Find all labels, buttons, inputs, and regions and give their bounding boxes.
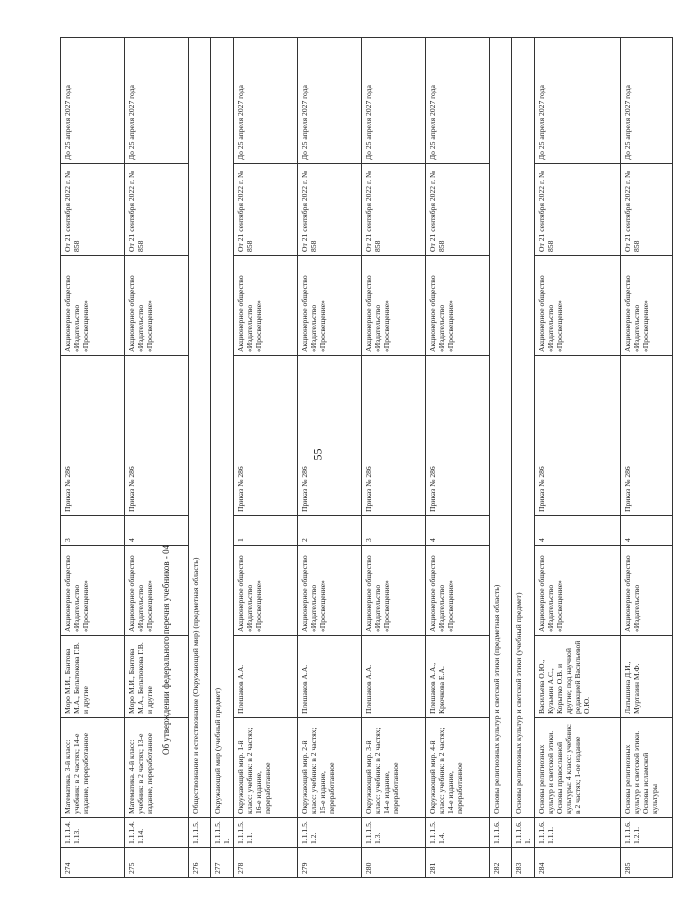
date-cell: От 21 сентября 2022 г. № 858 [621, 164, 673, 256]
table-row [234, 38, 298, 878]
grade-cell: 2 [298, 516, 362, 546]
textbook-title-cell: Окружающий мир. 3-й класс: учебник: в 2 частях; 14-е издание, переработанное [362, 718, 426, 818]
table-row [211, 38, 234, 878]
table-row [490, 38, 512, 878]
date-cell: От 21 сентября 2022 г. № 858 [125, 164, 189, 256]
row-code-cell: 1.1.1.6.1.1.1. [535, 818, 621, 848]
grade-cell: 3 [362, 516, 426, 546]
row-number-cell: 274 [61, 848, 125, 878]
until-cell: До 25 апреля 2027 года [621, 38, 673, 164]
row-code-cell: 1.1.1.4.1.13. [61, 818, 125, 848]
until-cell: До 25 апреля 2027 года [298, 38, 362, 164]
table-row [621, 38, 673, 878]
textbook-title-cell: Окружающий мир. 4-й класс: учебник: в 2 частях; 14-е издание, переработанное [426, 718, 490, 818]
row-code-cell: 1.1.1.5.1.1. [234, 818, 298, 848]
date-cell: От 21 сентября 2022 г. № 858 [535, 164, 621, 256]
section-title-cell: Основы религиозных культур и светской этики (предметная область) [490, 38, 512, 818]
publisher-cell: Акционерное общество «Издательство [621, 546, 673, 636]
authors-cell: Моро М.И., Бантова М.А., Бельтюкова Г.В. и другие [125, 636, 189, 718]
row-code-cell: 1.1.1.6. [490, 818, 512, 848]
order-cell: Приказ № 286 [298, 356, 362, 516]
row-number-cell: 276 [189, 848, 211, 878]
authors-cell: Плешаков А.А. [362, 636, 426, 718]
textbook-title-cell: Окружающий мир. 2-й класс: учебник: в 2 частях; 15-е издание, переработанное [298, 718, 362, 818]
order-cell: Приказ № 286 [234, 356, 298, 516]
section-title-cell: Основы религиозных культур и светской этики (учебный предмет) [512, 38, 535, 818]
row-number-cell: 282 [490, 848, 512, 878]
row-code-cell: 1.1.1.5. [189, 818, 211, 848]
row-number-cell: 284 [535, 848, 621, 878]
date-cell: От 21 сентября 2022 г. № 858 [362, 164, 426, 256]
textbook-title-cell: Основы религиозных культур и светской этики. Основы православной культуры: 4 класс: учебник: в 2 частях; 1-ое издание [535, 718, 621, 818]
row-number-cell: 275 [125, 848, 189, 878]
publisher-cell: Акционерное общество «Издательство «Просвещение» [61, 546, 125, 636]
table-row [535, 38, 621, 878]
row-code-cell: 1.1.1.5.1. [211, 818, 234, 848]
grade-cell: 3 [61, 516, 125, 546]
row-code-cell: 1.1.1.5.1.2. [298, 818, 362, 848]
order-cell: Приказ № 286 [125, 356, 189, 516]
grade-cell: 4 [535, 516, 621, 546]
row-number-cell: 281 [426, 848, 490, 878]
footer-note: Об утверждении федерального перечня учебников - 04 [161, 544, 171, 755]
table-row [298, 38, 362, 878]
table-row [362, 38, 426, 878]
authors-cell: Плешаков А.А., Крючкова Е.А. [426, 636, 490, 718]
row-number-cell: 283 [512, 848, 535, 878]
publisher-cell: Акционерное общество «Издательство «Просвещение» [234, 546, 298, 636]
until-cell: До 25 апреля 2027 года [426, 38, 490, 164]
row-code-cell: 1.1.1.5.1.4. [426, 818, 490, 848]
row-code-cell: 1.1.1.5.1.3. [362, 818, 426, 848]
grade-cell: 1 [234, 516, 298, 546]
organization-cell: Акционерное общество «Издательство «Просвещение» [298, 256, 362, 356]
row-number-cell: 279 [298, 848, 362, 878]
textbook-title-cell: Математика. 3-й класс: учебник: в 2 частях; 14-е издание, переработанное [61, 718, 125, 818]
organization-cell: Акционерное общество «Издательство «Просвещение» [426, 256, 490, 356]
publisher-cell: Акционерное общество «Издательство «Просвещение» [298, 546, 362, 636]
publisher-cell: Акционерное общество «Издательство «Просвещение» [535, 546, 621, 636]
until-cell: До 25 апреля 2027 года [362, 38, 426, 164]
order-cell: Приказ № 286 [535, 356, 621, 516]
until-cell: До 25 апреля 2027 года [234, 38, 298, 164]
authors-cell: Васильева О.Ю., Кузьмин А.С., Корытко О.В. и другие; под научной редакцией Васильевой О.Ю. [535, 636, 621, 718]
row-number-cell: 278 [234, 848, 298, 878]
table-row [125, 38, 189, 878]
organization-cell: Акционерное общество «Издательство «Просвещение» [362, 256, 426, 356]
grade-cell: 4 [621, 516, 673, 546]
publisher-cell: Акционерное общество «Издательство «Просвещение» [125, 546, 189, 636]
order-cell: Приказ № 286 [426, 356, 490, 516]
until-cell: До 25 апреля 2027 года [535, 38, 621, 164]
order-cell: Приказ № 286 [61, 356, 125, 516]
authors-cell: Плешаков А.А. [298, 636, 362, 718]
row-number-cell: 285 [621, 848, 673, 878]
order-cell: Приказ № 286 [362, 356, 426, 516]
grade-cell: 4 [125, 516, 189, 546]
section-title-cell: Окружающий мир (учебный предмет) [211, 38, 234, 818]
table-row [189, 38, 211, 878]
section-title-cell: Обществознание и естествознание (Окружающий мир) (предметная область) [189, 38, 211, 818]
table-body [61, 38, 673, 878]
date-cell: От 21 сентября 2022 г. № 858 [298, 164, 362, 256]
until-cell: До 25 апреля 2027 года [61, 38, 125, 164]
date-cell: От 21 сентября 2022 г. № 858 [426, 164, 490, 256]
table-row [61, 38, 125, 878]
textbook-title-cell: Основы религиозных культур и светской этики. Основы исламской культуры [621, 718, 673, 818]
authors-cell: Плешаков А.А. [234, 636, 298, 718]
row-code-cell: 1.1.1.4.1.14. [125, 818, 189, 848]
organization-cell: Акционерное общество «Издательство «Просвещение» [234, 256, 298, 356]
table-row [426, 38, 490, 878]
organization-cell: Акционерное общество «Издательство «Просвещение» [621, 256, 673, 356]
date-cell: От 21 сентября 2022 г. № 858 [61, 164, 125, 256]
textbook-table [60, 37, 673, 878]
row-number-cell: 277 [211, 848, 234, 878]
table-row [512, 38, 535, 878]
publisher-cell: Акционерное общество «Издательство «Просвещение» [362, 546, 426, 636]
row-number-cell: 280 [362, 848, 426, 878]
row-code-cell: 1.1.1.6.1.2.1. [621, 818, 673, 848]
authors-cell: Моро М.И., Бантова М.А., Бельтюкова Г.В. и другие [61, 636, 125, 718]
textbook-title-cell: Окружающий мир. 1-й класс: учебник: в 2 частях; 16-е издание, переработанное [234, 718, 298, 818]
organization-cell: Акционерное общество «Издательство «Просвещение» [535, 256, 621, 356]
rotated-table-container [60, 38, 659, 878]
publisher-cell: Акционерное общество «Издательство «Просвещение» [426, 546, 490, 636]
page-number: 55 [310, 448, 325, 461]
textbook-title-cell: Математика. 4-й класс: учебник: в 2 частях; 13-е издание, переработанное [125, 718, 189, 818]
date-cell: От 21 сентября 2022 г. № 858 [234, 164, 298, 256]
until-cell: До 25 апреля 2027 года [125, 38, 189, 164]
order-cell: Приказ № 286 [621, 356, 673, 516]
organization-cell: Акционерное общество «Издательство «Просвещение» [61, 256, 125, 356]
row-code-cell: 1.1.1.6.1. [512, 818, 535, 848]
authors-cell: Латышина Д.И., Муртазин М.Ф. [621, 636, 673, 718]
grade-cell: 4 [426, 516, 490, 546]
organization-cell: Акционерное общество «Издательство «Просвещение» [125, 256, 189, 356]
